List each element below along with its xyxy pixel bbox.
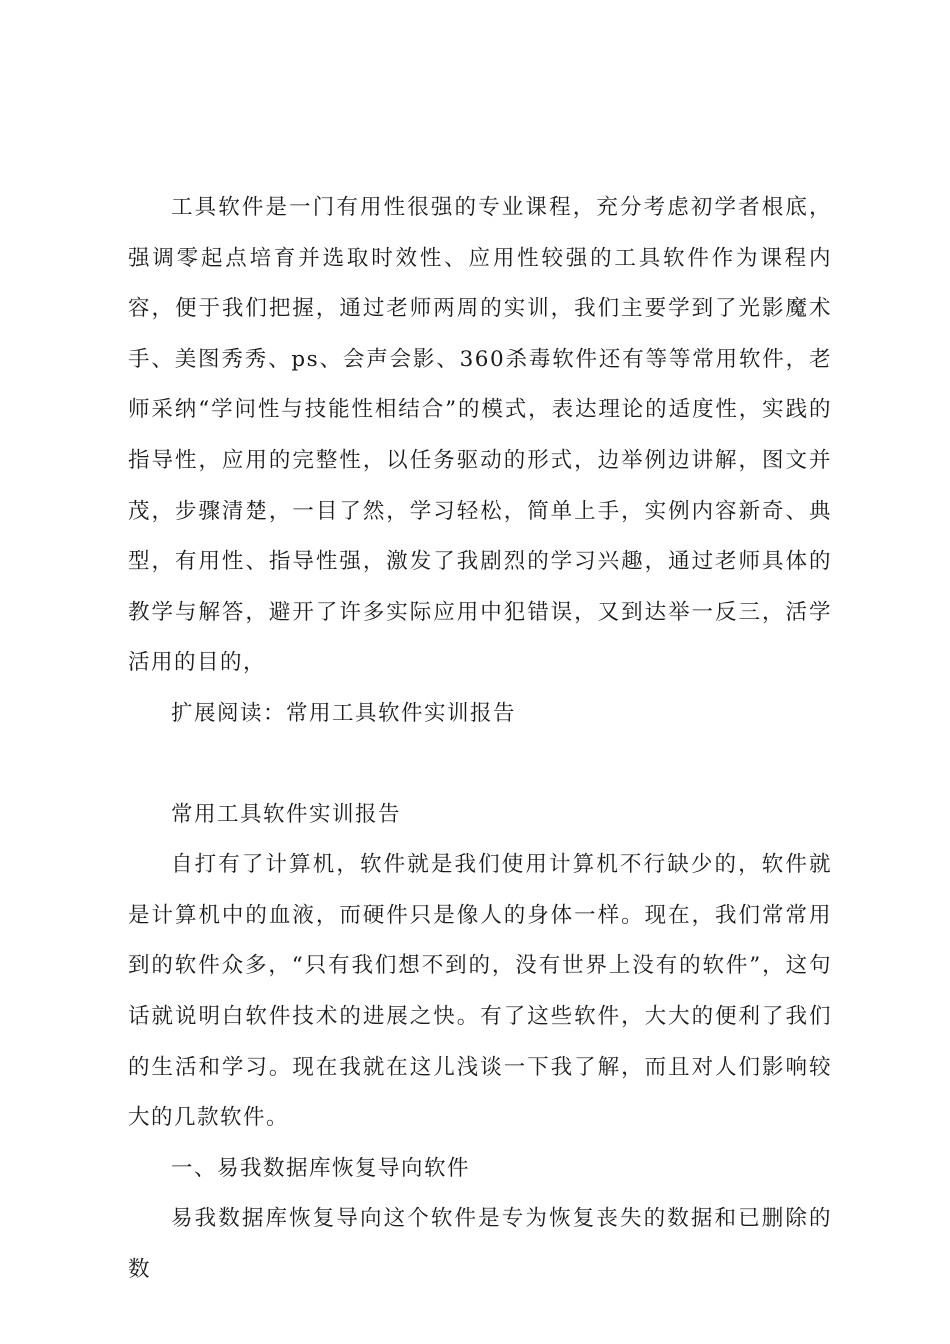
- body-paragraph-recovery: 易我数据库恢复导向这个软件是专为恢复丧失的数据和已删除的数: [128, 1206, 832, 1282]
- document-page: [128, 183, 832, 1295]
- section-gap: [128, 740, 832, 790]
- body-paragraph-intro: 工具软件是一门有用性很强的专业课程，充分考虑初学者根底，强调零起点培育并选取时效性、应用性较强的工具软件作为课程内容，便于我们把握，通过老师两周的实训，我们主要学到了光影魔术手、美图秀秀、ps、会声会影、360杀毒软件还有等等常用软件，老师采纳“学问性与技能性相结合”的模式，表达理论的适度性，实践的指导性，应用的完整性，以任务驱动的形式，边举例边讲解，图文并茂，步骤清楚，一目了然，学习轻松，简单上手，实例内容新奇、典型，有用性、指导性强，激发了我剧烈的学习兴趣，通过老师具体的教学与解答，避开了许多实际应用中犯错误，又到达举一反三，活学活用的目的，: [128, 195, 832, 676]
- extended-reading-line: 扩展阅读：常用工具软件实训报告: [171, 700, 517, 726]
- section-title: 常用工具软件实训报告: [171, 801, 402, 827]
- body-paragraph-software: 自打有了计算机，软件就是我们使用计算机不行缺少的，软件就是计算机中的血液，而硬件只是像人的身体一样。现在，我们常常用到的软件众多，“只有我们想不到的，没有世界上没有的软件”，这句话就说明白软件技术的进展之快。有了这些软件，大大的便利了我们的生活和学习。现在我就在这儿浅谈一下我了解，而且对人们影响较大的几款软件。: [128, 852, 832, 1131]
- subheading-one: 一、易我数据库恢复导向软件: [171, 1155, 471, 1181]
